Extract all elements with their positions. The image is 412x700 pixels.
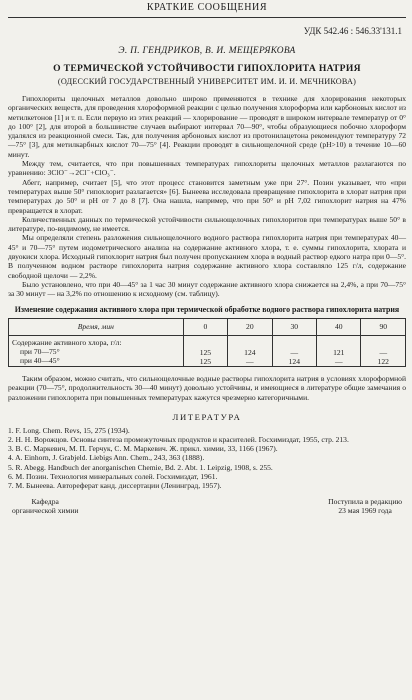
time-label-cell: Время, мин: [9, 318, 184, 335]
body-paragraph: Гипохлориты щелочных металлов довольно широко применяются в технике для хлорирования некоторых органических веществ, для проведения хлороформной реакции с целью получения хлороформа или карбоновых кислот из метилкетонов [1] и т. п. Если первую из этих реакций — хлорирование — проводят в широком интервале температур от 0° до 100° [2], для второй в большинстве случаев выбирают интервал 70—90°, чтобы образующиеся побочно хлороформ удалялся из реакционной смеси. Так, для получения арбоновых кислот из протонилацетона рекомендуют температуру 72—75° [3], для метилкарбных кислот 70—75° [4]. Реакции проводят в сильнощелочной среде (pH>10) в течение 10—60 минут.: [8, 94, 406, 159]
reference-item: 4. A. Einhorn, J. Grabjeld. Liebigs Ann. Chem., 243, 363 (1888).: [8, 453, 205, 463]
row-label-cell: [9, 335, 184, 366]
value-cell: 125 125: [183, 335, 227, 366]
time-cell: 0: [183, 318, 227, 335]
header-rule: [8, 17, 406, 18]
reference-item: 5. R. Abegg. Handbuch der anorganischen Chemie, Bd. 2. Abt. 1. Leipzig, 1908, s. 255.: [8, 462, 273, 472]
body-paragraph: Количественных данных по термической устойчивости сильнощелочных гипохлоритов при температурах выше 50° в литературе, по-видимому, не имеется.: [8, 214, 406, 234]
reference-item: 2. Н. Н. Ворожцов. Основы синтеза промежуточных продуктов и красителей. Госхимиздат, 1955, стр. 213.: [8, 435, 349, 445]
footer-department: Кафедра органической химии: [12, 497, 79, 515]
article-title: О ТЕРМИЧЕСКОЙ УСТОЙЧИВОСТИ ГИПОХЛОРИТА НАТРИЯ: [53, 63, 361, 74]
body-paragraph: Между тем, считается, что при повышенных температурах гипохлориты щелочных металлов разлагаются по уравнению: 3ClO⁻→2Cl⁻+ClO₃⁻.: [8, 159, 406, 178]
reference-item: 7. М. Бынеева. Автореферат канд. диссертации (Ленинград, 1957).: [8, 481, 222, 491]
data-table: [8, 318, 406, 367]
time-cell: 40: [317, 318, 361, 335]
article-body: [8, 94, 406, 299]
time-cell: 20: [228, 318, 272, 335]
reference-item: 3. В. С. Маркевич, М. П. Герчук, С. М. Маркевич. Ж. прикл. химии, 33, 1166 (1967).: [8, 444, 278, 454]
article-footer: [8, 498, 406, 515]
article-affiliation: (ОДЕССКИЙ ГОСУДАРСТВЕННЫЙ УНИВЕРСИТЕТ ИМ. И. И. МЕЧНИКОВА): [57, 77, 357, 86]
time-cell: 90: [361, 318, 406, 335]
reference-item: 6. М. Позин. Технология минеральных солей. Госхимиздат, 1961.: [8, 471, 218, 481]
value-cell: — 124: [272, 335, 316, 366]
section-header: КРАТКИЕ СООБЩЕНИЯ: [146, 2, 268, 13]
row-label-warm: при 40—45°: [20, 355, 60, 365]
time-cell: 30: [272, 318, 316, 335]
value-cell: 121 —: [317, 335, 361, 366]
udk-code: УДК 542.46 : 546.33'131.1: [303, 26, 402, 36]
conclusion-block: [8, 374, 406, 402]
conclusion-paragraph: Таким образом, можно считать, что сильнощелочные водные растворы гипохлорита натрия в условиях хлороформной реакции (70—75°, продолжительность 30—40 минут) довольно устойчивы, и имеющиеся в литературе общие замечания о разложении гипохлорита при повышенных температурах кажутся чрезмерно категоричными.: [8, 373, 406, 402]
value-cell: 124 —: [228, 335, 272, 366]
reference-item: 1. F. Long. Chem. Revs, 15, 275 (1934).: [8, 425, 130, 435]
table-caption: Изменение содержания активного хлора при термической обработке водного раствора гипохлорита натрия: [14, 304, 400, 314]
table-data-row: [9, 335, 406, 366]
references-title: ЛИТЕРАТУРА: [172, 411, 242, 422]
references-list: [8, 426, 406, 490]
row-label-hot: при 70—75°: [20, 346, 60, 356]
body-paragraph: Было установлено, что при 40—45° за 1 час 30 минут содержание активного хлора снижается на 2,4%, а при 70—75° за 30 минут — на 3,2% по отношению к исходному (см. таблицу).: [8, 279, 406, 299]
row-label-main: Содержание активного хлора, г/л:: [12, 337, 122, 347]
article-authors: Э. П. ГЕНДРИКОВ, В. И. МЕЩЕРЯКОВА: [118, 46, 296, 56]
footer-received: Поступила в редакцию 23 мая 1969 года: [328, 497, 402, 515]
body-paragraph: Мы определяли степень разложения сильнощелочного водного раствора гипохлорита натрия при температурах 40—45° и 70—75° путем иодометрического анализа на содержание активного хлора, т. е. суммы гипохлорита, хлората и двуокиси хлора. Исходный гипохлорит натрия был получен пропусканием хлора в водный раствор едкого натра при 0—5°. В полученном водном растворе гипохлорита натрия содержание активного хлора составляло 125 г/л, содержание свободной щелочи — 2,2%.: [8, 233, 406, 280]
table-header-row: [9, 318, 406, 335]
value-cell: — 122: [361, 335, 406, 366]
body-paragraph: Абегг, например, считает [5], что этот процесс становится заметным уже при 27°. Позин указывает, что «при температурах выше 50° гипохлорит разлагается» [6]. Бынеева исследовала превращение гипохлорита в хлорат натрия при температурах до 50° и pH от 7 до 8 [7]. Она нашла, например, что при 50° и pH 7,02 гипохлорит натрия на 47% превращается в хлорат.: [8, 177, 406, 215]
